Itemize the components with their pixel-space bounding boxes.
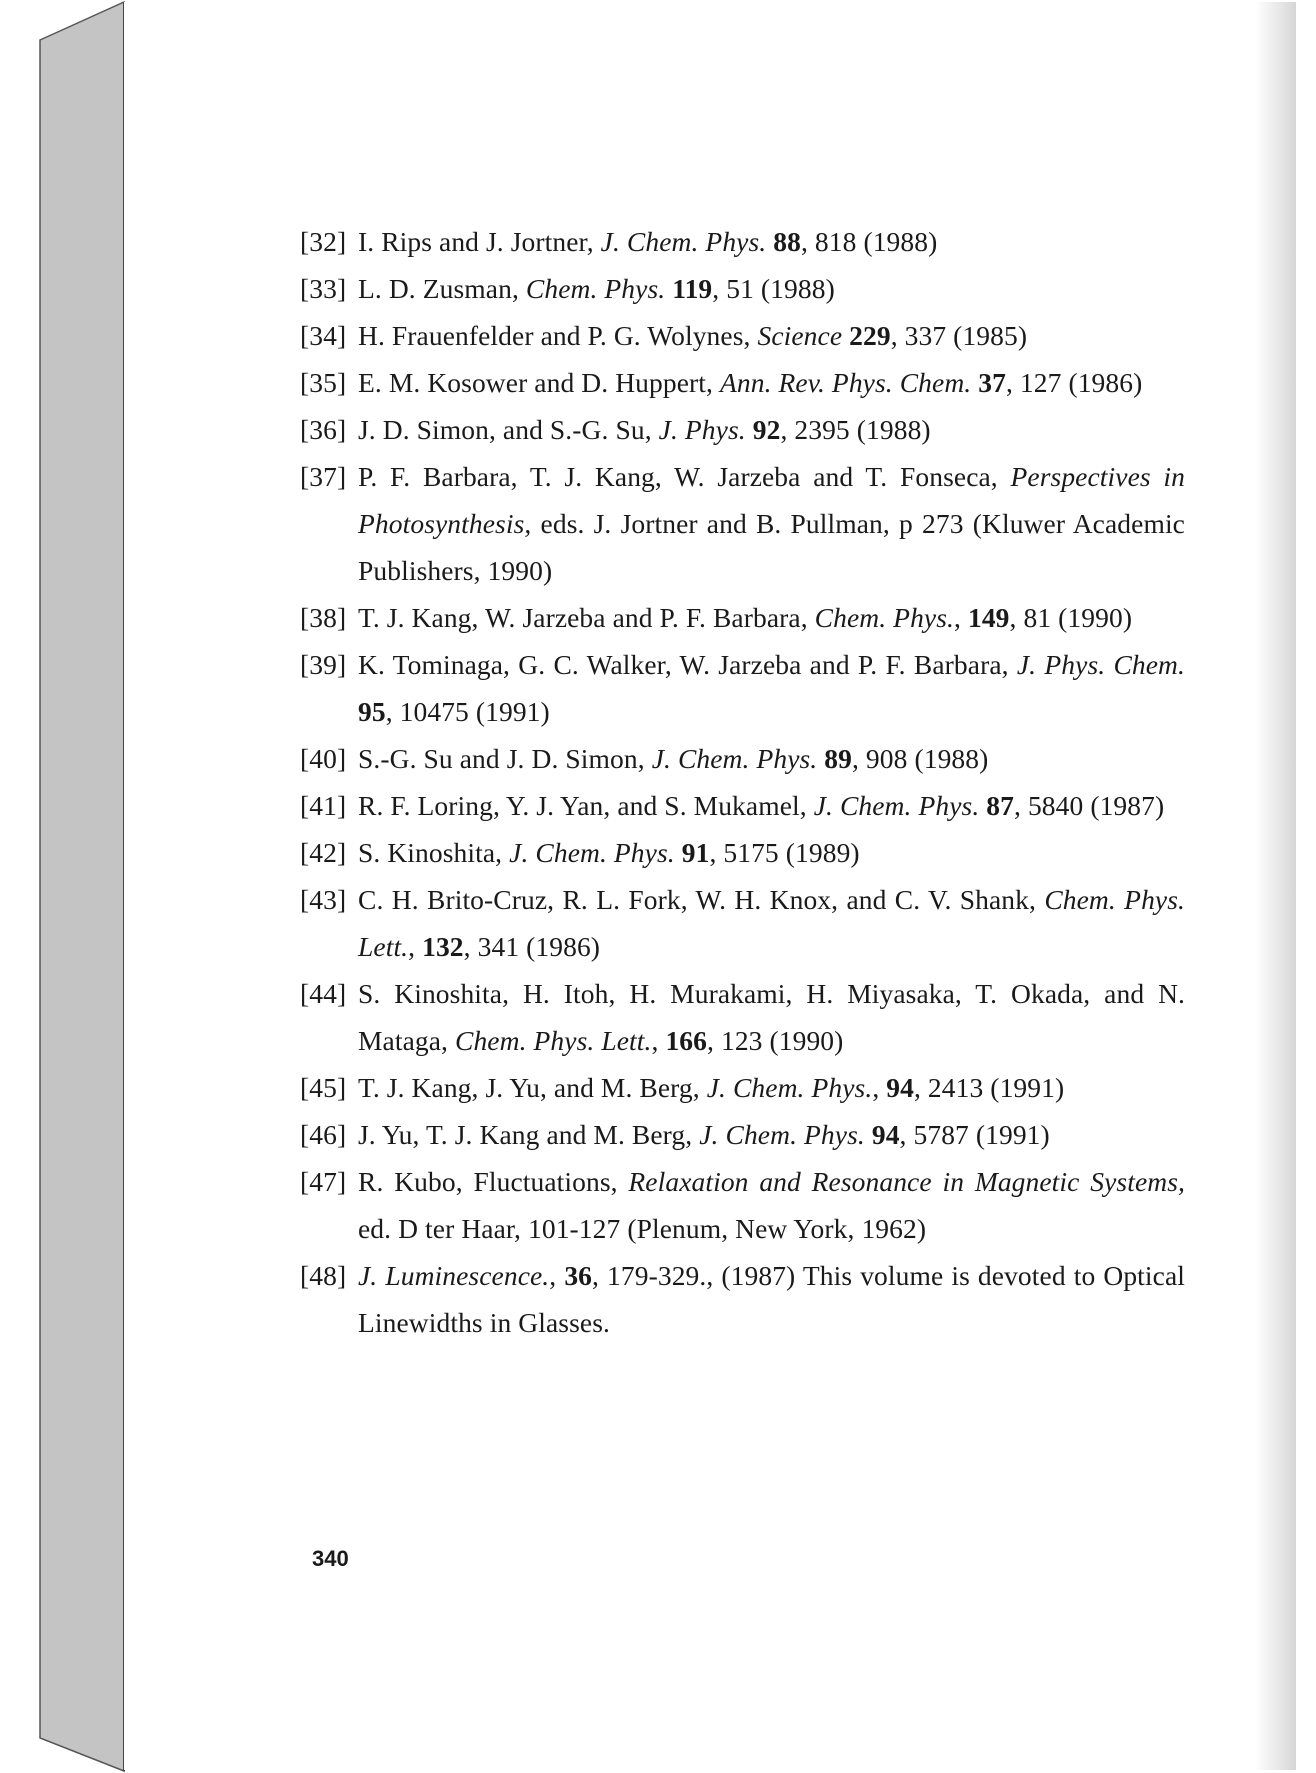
journal-title: J. Chem. Phys.: [651, 743, 818, 774]
reference-text: [358, 461, 1185, 586]
reference-text: [358, 649, 1185, 727]
reference-item: [300, 359, 1185, 406]
volume-number: 88: [773, 226, 801, 257]
reference-item: [300, 1111, 1185, 1158]
reference-item: [300, 312, 1185, 359]
reference-item: [300, 735, 1185, 782]
volume-number: 89: [824, 743, 852, 774]
reference-number: [48]: [300, 1260, 347, 1291]
citation-text: ,: [954, 602, 968, 633]
reference-item: [300, 1252, 1185, 1346]
reference-number: [47]: [300, 1166, 347, 1197]
volume-number: 37: [978, 367, 1006, 398]
reference-text: [358, 884, 1185, 962]
reference-number: [45]: [300, 1072, 347, 1103]
reference-item: [300, 218, 1185, 265]
citation-text: S. Kinoshita,: [358, 837, 510, 868]
reference-text: [358, 226, 937, 257]
citation-text: , 818 (1988): [800, 226, 938, 257]
reference-number: [36]: [300, 414, 347, 445]
citation-text: , 81 (1990): [1009, 602, 1133, 633]
reference-number: [33]: [300, 273, 347, 304]
citation-text: K. Tominaga, G. C. Walker, W. Jarzeba and P. F. Barbara,: [358, 649, 1017, 680]
volume-number: 94: [886, 1072, 914, 1103]
page-edge-shadow: [1256, 2, 1296, 1770]
reference-text: [358, 367, 1142, 398]
citation-text: eds. J. Jortner and B. Pullman, p 273 (Kluwer Academic Publishers, 1990): [358, 508, 1185, 586]
citation-text: T. J. Kang, J. Yu, and M. Berg,: [358, 1072, 707, 1103]
reference-number: [35]: [300, 367, 347, 398]
citation-text: , 5175 (1989): [709, 837, 860, 868]
reference-text: [358, 273, 835, 304]
reference-item: [300, 406, 1185, 453]
citation-text: , 5787 (1991): [899, 1119, 1050, 1150]
volume-number: 94: [871, 1119, 900, 1150]
journal-title: J. Chem. Phys.: [706, 1072, 873, 1103]
reference-list: [300, 218, 1185, 1346]
reference-text: [358, 1072, 1064, 1103]
reference-text: [358, 743, 988, 774]
citation-text: ,: [408, 931, 423, 962]
reference-item: [300, 594, 1185, 641]
citation-text: R. Kubo, Fluctuations,: [358, 1166, 629, 1197]
volume-number: 91: [681, 837, 710, 868]
reference-number: [43]: [300, 884, 347, 915]
journal-title: J. Chem. Phys.: [600, 226, 767, 257]
volume-number: 36: [564, 1260, 593, 1291]
volume-number: 149: [967, 602, 1010, 633]
citation-text: , 10475 (1991): [385, 696, 550, 727]
citation-text: , 127 (1986): [1005, 367, 1143, 398]
citation-text: , 51 (1988): [712, 273, 835, 304]
reference-number: [37]: [300, 461, 347, 492]
citation-text: C. H. Brito-Cruz, R. L. Fork, W. H. Knox, and C. V. Shank,: [358, 884, 1045, 915]
reference-item: [300, 829, 1185, 876]
citation-text: , 5840 (1987): [1014, 790, 1165, 821]
journal-title: J. Chem. Phys.: [509, 837, 675, 868]
citation-text: T. J. Kang, W. Jarzeba and P. F. Barbara,: [358, 602, 815, 633]
journal-title: J. Phys.: [658, 414, 746, 445]
citation-text: S.-G. Su and J. D. Simon,: [358, 743, 652, 774]
page-number: 340: [312, 1546, 349, 1571]
reference-number: [34]: [300, 320, 347, 351]
volume-number: 119: [672, 273, 713, 304]
volume-number: 166: [665, 1025, 708, 1056]
journal-title: Chem. Phys.: [525, 273, 666, 304]
reference-number: [41]: [300, 790, 347, 821]
citation-text: , 2413 (1991): [913, 1072, 1065, 1103]
citation-text: J. D. Simon, and S.-G. Su,: [358, 414, 659, 445]
reference-text: [358, 1166, 1185, 1244]
volume-number: 87: [986, 790, 1014, 821]
citation-text: I. Rips and J. Jortner,: [358, 226, 601, 257]
reference-item: [300, 453, 1185, 594]
citation-text: [746, 414, 753, 445]
reference-text: [358, 837, 860, 868]
citation-text: , 908 (1988): [851, 743, 989, 774]
citation-text: S. Kinoshita, H. Itoh, H. Murakami, H. Miyasaka, T. Okada, and N. Mataga,: [358, 978, 1185, 1056]
reference-item: [300, 641, 1185, 735]
citation-text: J. Yu, T. J. Kang and M. Berg,: [358, 1119, 700, 1150]
citation-text: P. F. Barbara, T. J. Kang, W. Jarzeba and T. Fonseca,: [358, 461, 1011, 492]
citation-text: ,: [651, 1025, 666, 1056]
reference-text: [358, 790, 1164, 821]
citation-text: R. F. Loring, Y. J. Yan, and S. Mukamel,: [358, 790, 814, 821]
volume-number: 92: [752, 414, 781, 445]
citation-text: , 123 (1990): [707, 1025, 844, 1056]
volume-number: 95: [358, 696, 386, 727]
reference-text: [358, 1260, 1185, 1338]
journal-title: Ann. Rev. Phys. Chem.: [719, 367, 972, 398]
volume-number: 132: [422, 931, 464, 962]
citation-text: L. D. Zusman,: [358, 273, 526, 304]
citation-text: , 337 (1985): [890, 320, 1028, 351]
reference-item: [300, 1064, 1185, 1111]
journal-title: J. Luminescence.: [358, 1260, 550, 1291]
journal-title: Chem. Phys. Lett.: [358, 884, 1186, 962]
journal-title: J. Chem. Phys.: [699, 1119, 865, 1150]
reference-number: [42]: [300, 837, 347, 868]
journal-title: Science: [757, 320, 843, 351]
journal-title: Perspectives in Photosynthesis,: [358, 461, 1185, 539]
citation-text: ,: [549, 1260, 565, 1291]
reference-number: [39]: [300, 649, 347, 680]
citation-text: ,: [872, 1072, 887, 1103]
reference-text: [358, 414, 931, 445]
reference-text: [358, 602, 1132, 633]
citation-text: [865, 1119, 872, 1150]
citation-text: , 179-329., (1987) This volume is devoted to Optical Linewidths in Glasses.: [358, 1260, 1185, 1338]
journal-title: J. Phys. Chem.: [1016, 649, 1185, 680]
journal-title: Relaxation and Resonance in Magnetic Systems,: [628, 1166, 1185, 1197]
citation-text: E. M. Kosower and D. Huppert,: [358, 367, 720, 398]
reference-item: [300, 970, 1185, 1064]
citation-text: H. Frauenfelder and P. G. Wolynes,: [358, 320, 758, 351]
journal-title: Chem. Phys. Lett.: [455, 1025, 652, 1056]
journal-title: J. Chem. Phys.: [813, 790, 980, 821]
reference-number: [38]: [300, 602, 347, 633]
reference-text: [358, 978, 1185, 1056]
reference-item: [300, 876, 1185, 970]
reference-number: [46]: [300, 1119, 347, 1150]
reference-number: [40]: [300, 743, 347, 774]
reference-item: [300, 1158, 1185, 1252]
reference-number: [32]: [300, 226, 347, 257]
citation-text: ed. D ter Haar, 101-127 (Plenum, New York, 1962): [358, 1213, 927, 1244]
reference-number: [44]: [300, 978, 347, 1009]
citation-text: , 2395 (1988): [780, 414, 931, 445]
reference-text: [358, 320, 1027, 351]
reference-item: [300, 265, 1185, 312]
reference-item: [300, 782, 1185, 829]
citation-text: [675, 837, 682, 868]
journal-title: Chem. Phys.: [814, 602, 955, 633]
volume-number: 229: [849, 320, 891, 351]
reference-text: [358, 1119, 1050, 1150]
citation-text: , 341 (1986): [463, 931, 601, 962]
